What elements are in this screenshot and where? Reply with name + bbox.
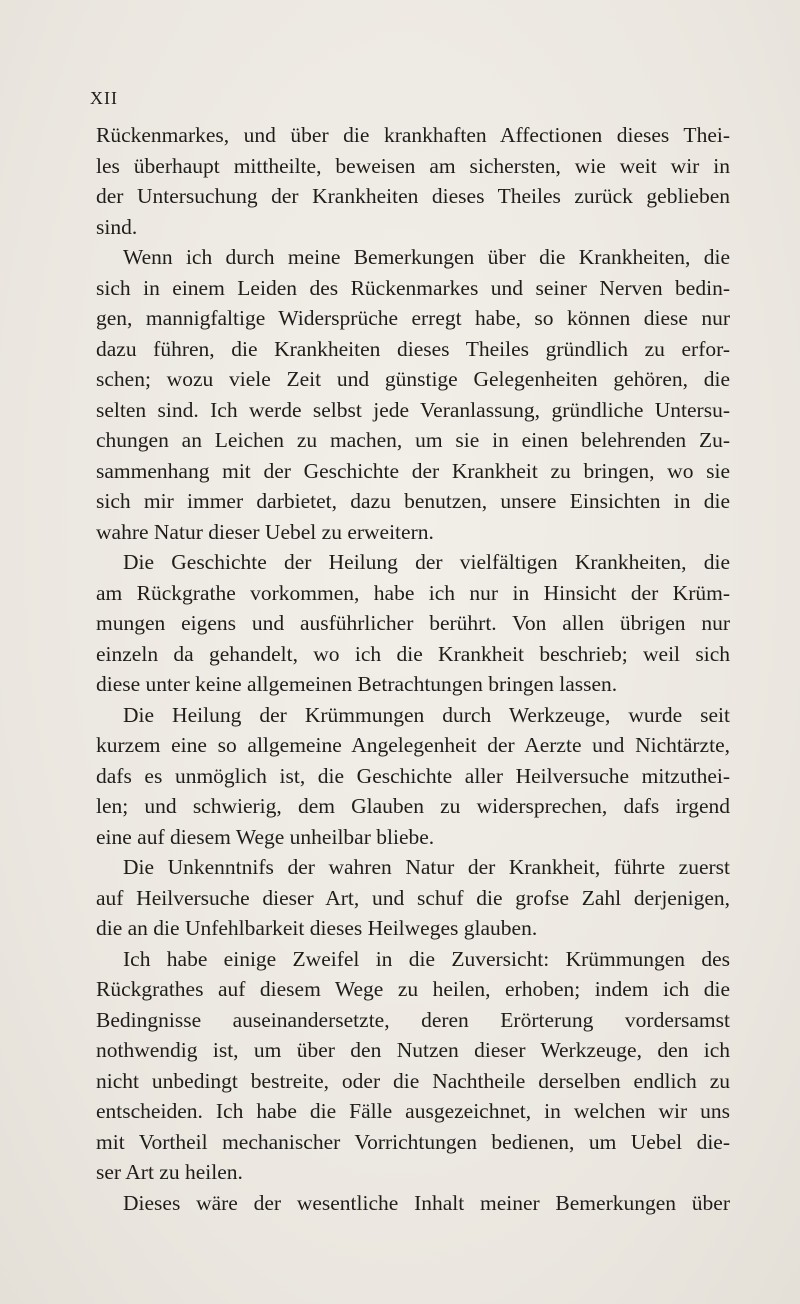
- text-line: mungen eigens und ausführlicher berührt. Von allen übrigen nur: [96, 611, 730, 635]
- text-line: kurzem eine so allgemeine Angelegenheit der Aerzte und Nichtärzte,: [96, 733, 730, 757]
- text-line: die an die Unfehlbarkeit dieses Heilweges glauben.: [96, 916, 538, 940]
- text-line: mit Vortheil mechanischer Vorrichtungen bedienen, um Uebel die-: [96, 1129, 730, 1154]
- text-line: les überhaupt mittheilte, beweisen am sichersten, wie weit wir in: [96, 153, 730, 178]
- text-line: chungen an Leichen zu machen, um sie in einen belehrenden Zu-: [96, 428, 730, 452]
- text-line: sich mir immer darbietet, dazu benutzen, unsere Einsichten in die: [96, 489, 730, 513]
- text-line: nicht unbedingt bestreite, oder die Nachtheile derselben endlich zu: [96, 1068, 730, 1093]
- text-line: Dieses wäre der wesentliche Inhalt meiner Bemerkungen über: [123, 1190, 730, 1215]
- text-line: Rückgrathes auf diesem Wege zu heilen, erhoben; indem ich die: [96, 977, 730, 1001]
- text-line: gen, mannigfaltige Widersprüche erregt habe, so können diese nur: [96, 306, 730, 330]
- text-line: selten sind. Ich werde selbst jede Veranlassung, gründliche Untersu-: [96, 397, 730, 422]
- text-line: wahre Natur dieser Uebel zu erweitern.: [96, 519, 434, 544]
- text-line: Wenn ich durch meine Bemerkungen über die Krankheiten, die: [123, 245, 730, 269]
- page-number: XII: [90, 88, 118, 108]
- text-line: sammenhang mit der Geschichte der Krankheit zu bringen, wo sie: [96, 458, 730, 483]
- text-line: Rückenmarkes, und über die krankhaften Affectionen dieses Thei-: [96, 123, 730, 147]
- text-line: ser Art zu heilen.: [96, 1160, 243, 1184]
- text-line: schen; wozu viele Zeit und günstige Gelegenheiten gehören, die: [96, 367, 730, 391]
- text-line: entscheiden. Ich habe die Fälle ausgezeichnet, in welchen wir uns: [96, 1099, 730, 1123]
- text-line: diese unter keine allgemeinen Betrachtungen bringen lassen.: [96, 672, 618, 696]
- text-line: nothwendig ist, um über den Nutzen dieser Werkzeuge, den ich: [96, 1038, 730, 1062]
- text-line: Die Heilung der Krümmungen durch Werkzeuge, wurde seit: [123, 702, 730, 727]
- text-line: sind.: [96, 214, 138, 239]
- text-line: am Rückgrathe vorkommen, habe ich nur in Hinsicht der Krüm-: [96, 580, 730, 605]
- body-text: [96, 120, 730, 1218]
- text-line: sich in einem Leiden des Rückenmarkes und seiner Nerven bedin-: [96, 275, 730, 300]
- text-line: Ich habe einige Zweifel in die Zuversicht: Krümmungen des: [123, 946, 730, 971]
- text-line: dazu führen, die Krankheiten dieses Theiles gründlich zu erfor-: [96, 336, 730, 361]
- text-line: Bedingnisse auseinandersetzte, deren Erörterung vordersamst: [96, 1007, 730, 1032]
- text-line: eine auf diesem Wege unheilbar bliebe.: [96, 824, 435, 849]
- text-line: der Untersuchung der Krankheiten dieses Theiles zurück geblieben: [96, 184, 730, 208]
- text-line: Die Unkenntnifs der wahren Natur der Krankheit, führte zuerst: [123, 855, 730, 879]
- text-line: dafs es unmöglich ist, die Geschichte aller Heilversuche mitzuthei-: [96, 763, 730, 788]
- text-line: auf Heilversuche dieser Art, und schuf die grofse Zahl derjenigen,: [96, 885, 730, 910]
- text-line: einzeln da gehandelt, wo ich die Krankheit beschrieb; weil sich: [96, 641, 730, 666]
- text-line: Die Geschichte der Heilung der vielfältigen Krankheiten, die: [123, 550, 730, 574]
- text-line: len; und schwierig, dem Glauben zu widersprechen, dafs irgend: [96, 794, 730, 818]
